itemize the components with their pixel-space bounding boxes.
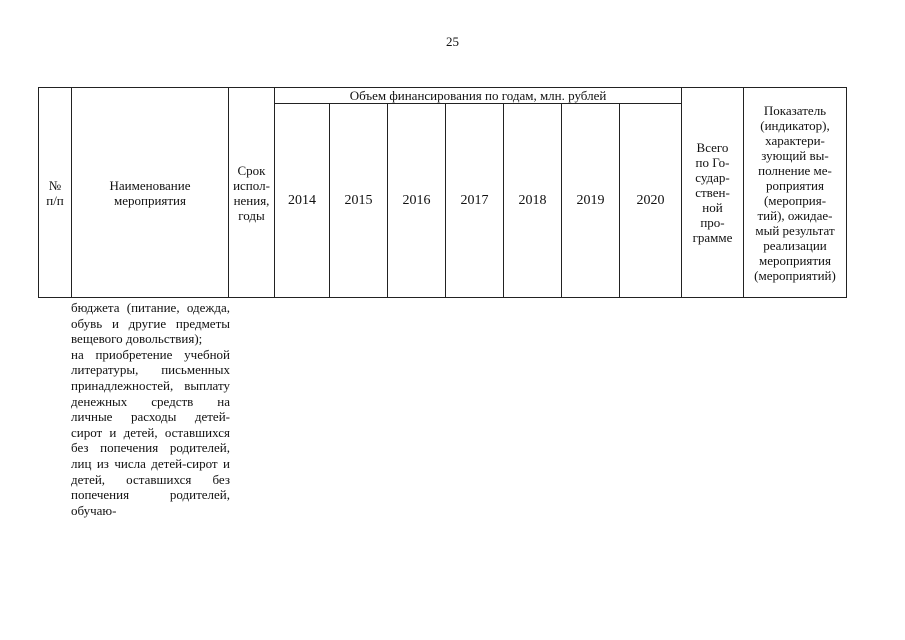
funding-table-header — [38, 87, 847, 298]
column-header-year-2016: 2016 — [388, 104, 446, 298]
column-header-term-text: Срок испол- нения, годы — [233, 162, 270, 223]
column-header-term — [229, 88, 275, 298]
column-header-total — [682, 88, 744, 298]
column-header-year-2018: 2018 — [504, 104, 562, 298]
column-header-year-2019: 2019 — [562, 104, 620, 298]
column-header-funding-group: Объем финансирования по годам, млн. рублей — [275, 88, 682, 104]
column-header-year-2020: 2020 — [620, 104, 682, 298]
column-header-total-text: Всего по Го- судар- ствен- ной про- грамме — [692, 140, 733, 245]
column-header-name — [72, 88, 229, 298]
measure-description-paragraph: на приобретение учебной литературы, письменных принадлежностей, выплату денежных средств на личные расходы детей-сирот и детей, оставшихся без попечения родителей, лиц из числа детей-сирот и детей, оставшихся без попечения родителей, обучаю- — [71, 346, 230, 518]
column-header-number — [39, 88, 72, 298]
column-header-indicator-text: Показатель (индикатор), характери- зующий вы- полнение ме- роприятия (мероприя- тий), ожидае- мый результат реализации мероприятия (мероприятий) — [754, 102, 836, 283]
column-header-indicator — [744, 88, 847, 298]
measure-description — [71, 300, 230, 518]
column-header-name-text: Наименование мероприятия — [109, 177, 191, 208]
column-header-year-2014: 2014 — [275, 104, 330, 298]
column-header-year-2017: 2017 — [446, 104, 504, 298]
page-number: 25 — [446, 34, 459, 49]
measure-description-paragraph: бюджета (питание, одежда, обувь и другие предметы вещевого довольствия); — [71, 300, 230, 347]
column-header-year-2015: 2015 — [330, 104, 388, 298]
column-header-number-text: № п/п — [46, 177, 64, 208]
